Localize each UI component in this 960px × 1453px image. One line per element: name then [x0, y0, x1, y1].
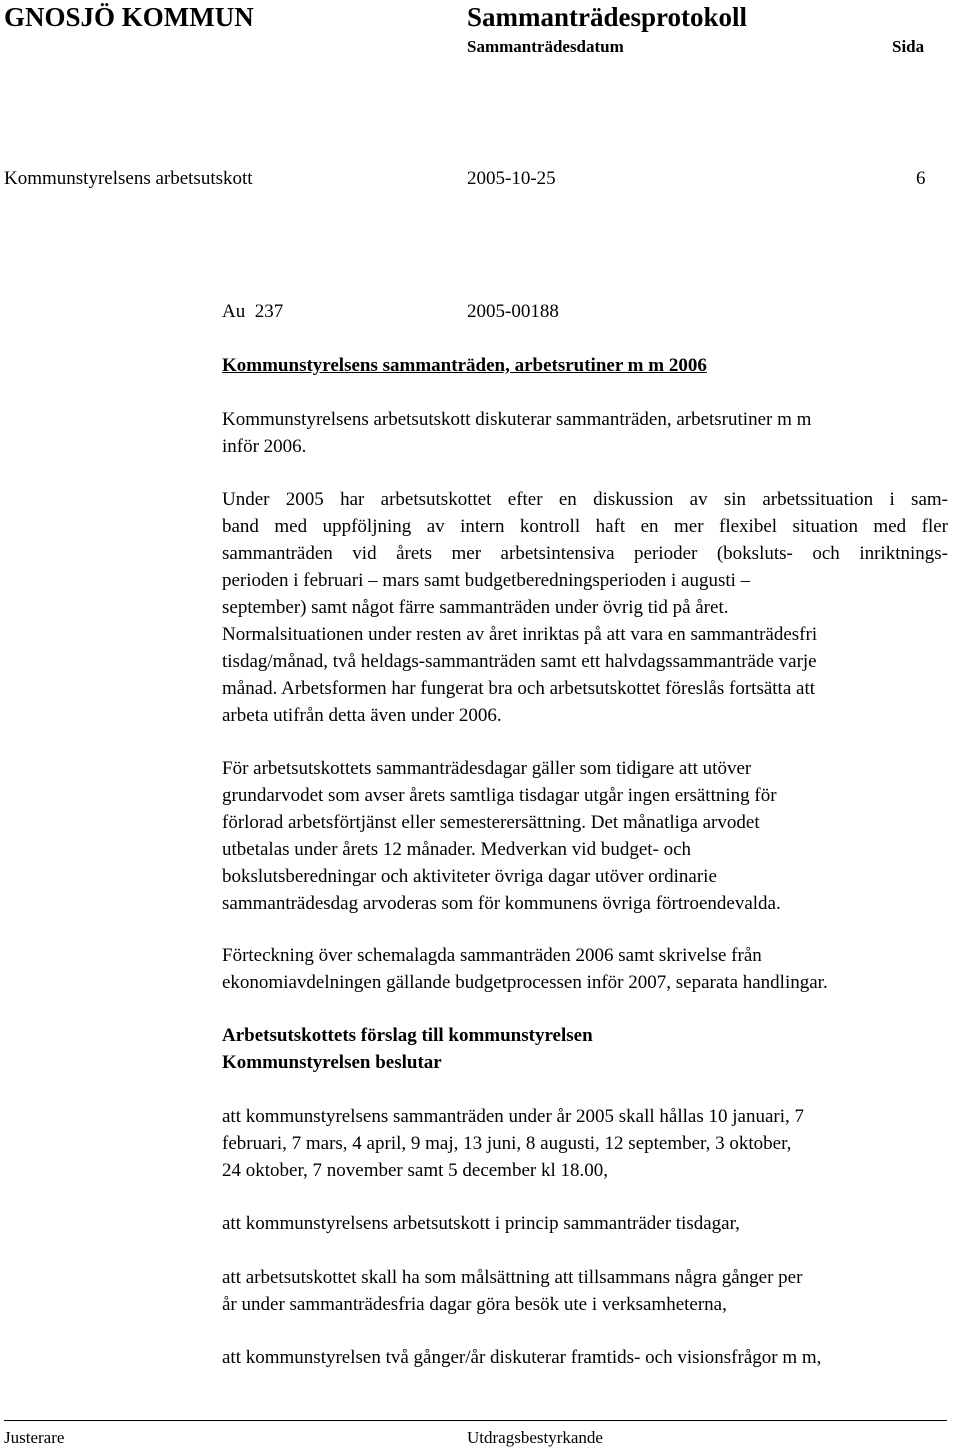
case-title: Kommunstyrelsens sammanträden, arbetsrutiner m m 2006: [222, 355, 707, 376]
attachments-paragraph: [222, 942, 828, 996]
text-line: sammanträden vid årets mer arbetsintensiva perioder (boksluts- och inriktnings-: [222, 543, 948, 564]
municipality-name: GNOSJÖ KOMMUN: [4, 2, 254, 32]
text-line: utbetalas under årets 12 månader. Medverkan vid budget- och: [222, 839, 692, 860]
text-line: tisdag/månad, två heldags-sammanträden samt ett halvdagssammanträde varje: [222, 651, 817, 672]
meeting-date-label: Sammanträdesdatum: [467, 37, 624, 56]
text-line: inför 2006.: [222, 436, 307, 457]
footer-utdragsbestyrkande: Utdragsbestyrkande: [467, 1428, 603, 1447]
text-line: Kommunstyrelsens arbetsutskott diskuterar sammanträden, arbetsrutiner m m: [222, 409, 812, 430]
footer-divider: [4, 1420, 947, 1421]
text-line: För arbetsutskottets sammanträdesdagar gäller som tidigare att utöver: [222, 758, 752, 779]
page-number: 6: [916, 168, 926, 189]
text-line: bokslutsberedningar och aktiviteter övriga dagar utöver ordinarie: [222, 866, 717, 887]
proposal-heading: Arbetsutskottets förslag till kommunstyrelsen: [222, 1025, 593, 1046]
decision-item-4: att kommunstyrelsen två gånger/år diskuterar framtids- och visionsfrågor m m,: [222, 1347, 822, 1368]
intro-paragraph: [222, 406, 811, 460]
decision-item-3: [222, 1264, 802, 1318]
text-line: band med uppföljning av intern kontroll haft en mer flexibel situation med fler: [222, 516, 948, 537]
decision-heading: Kommunstyrelsen beslutar: [222, 1052, 442, 1073]
background-paragraph: [222, 486, 948, 729]
text-line: september) samt något färre sammanträden under övrig tid på året.: [222, 597, 729, 618]
footer-justerare: Justerare: [4, 1428, 65, 1447]
text-line: perioden i februari – mars samt budgetberedningsperioden i augusti –: [222, 570, 751, 591]
decision-item-2: att kommunstyrelsens arbetsutskott i princip sammanträder tisdagar,: [222, 1213, 740, 1234]
decision-item-1: [222, 1103, 804, 1184]
text-line: månad. Arbetsformen har fungerat bra och arbetsutskottet föreslås fortsätta att: [222, 678, 816, 699]
text-line: sammanträdesdag arvoderas som för kommunens övriga förtroendevalda.: [222, 893, 781, 914]
text-line: 24 oktober, 7 november samt 5 december kl 18.00,: [222, 1160, 609, 1181]
text-line: att kommunstyrelsens sammanträden under år 2005 skall hållas 10 januari, 7: [222, 1106, 804, 1127]
text-line: Under 2005 har arbetsutskottet efter en diskussion av sin arbetssituation i sam-: [222, 489, 948, 510]
text-line: Förteckning över schemalagda sammanträden 2006 samt skrivelse från: [222, 945, 762, 966]
committee-name: Kommunstyrelsens arbetsutskott: [4, 168, 253, 189]
text-line: grundarvodet som avser årets samtliga tisdagar utgår ingen ersättning för: [222, 785, 777, 806]
text-line: ekonomiavdelningen gällande budgetprocessen inför 2007, separata handlingar.: [222, 972, 828, 993]
text-line: att arbetsutskottet skall ha som målsättning att tillsammans några gånger per: [222, 1267, 803, 1288]
text-line: arbeta utifrån detta även under 2006.: [222, 705, 502, 726]
text-line: år under sammanträdesfria dagar göra besök ute i verksamheterna,: [222, 1294, 727, 1315]
text-line: Normalsituationen under resten av året inriktas på att vara en sammanträdesfri: [222, 624, 818, 645]
text-line: februari, 7 mars, 4 april, 9 maj, 13 juni, 8 augusti, 12 september, 3 oktober,: [222, 1133, 792, 1154]
meeting-date: 2005-10-25: [467, 168, 556, 189]
document-type: Sammanträdesprotokoll: [467, 2, 748, 32]
case-dnr: 2005-00188: [467, 301, 559, 322]
compensation-paragraph: [222, 755, 781, 917]
page-label: Sida: [892, 37, 925, 56]
text-line: förlorad arbetsförtjänst eller semesterersättning. Det månatliga arvodet: [222, 812, 760, 833]
case-number: Au 237: [222, 301, 284, 322]
